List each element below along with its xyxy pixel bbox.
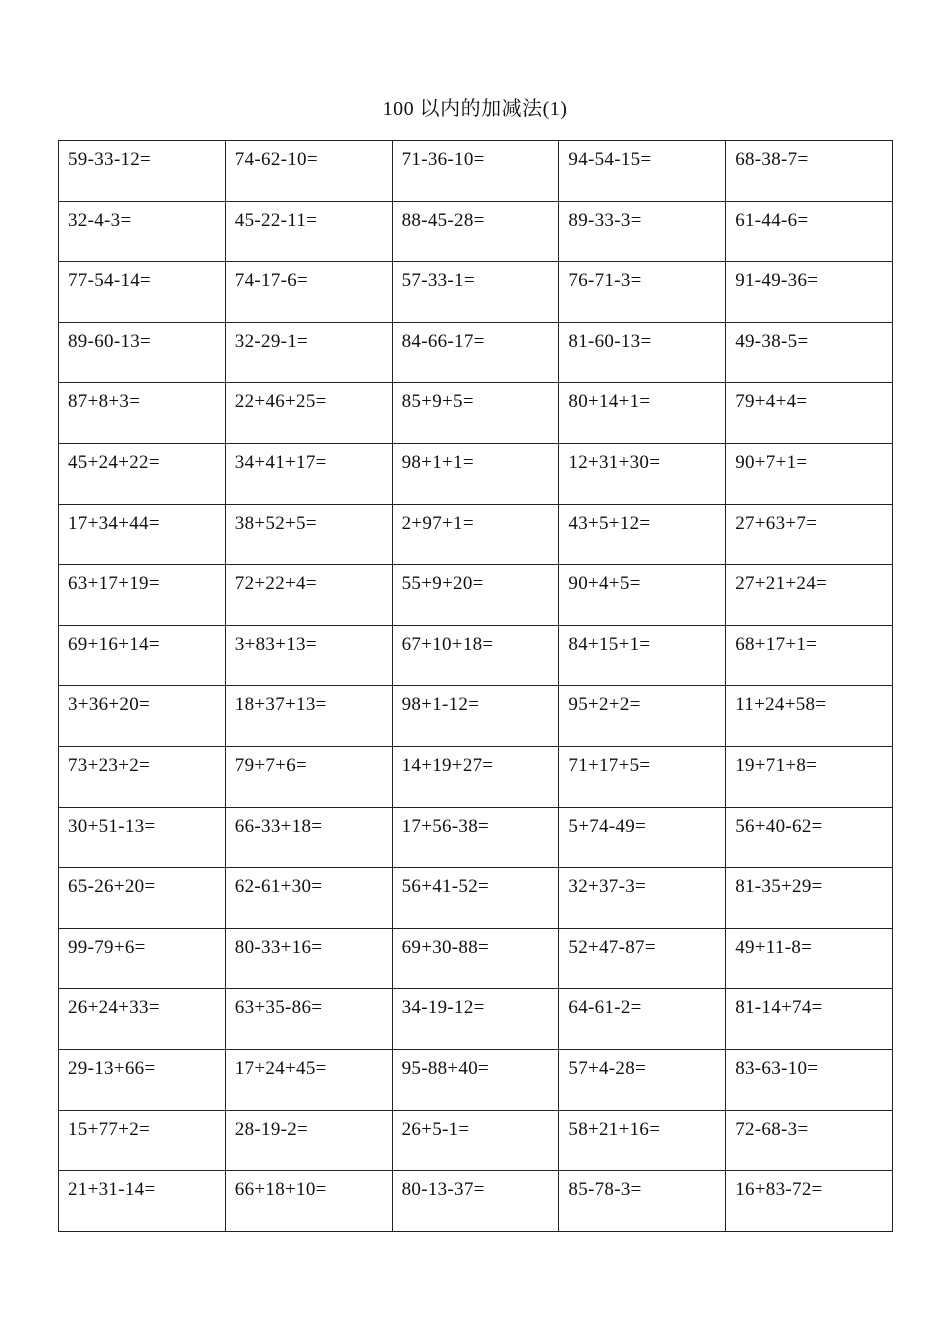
problem-cell: [225, 625, 392, 686]
problem-text: 66-33+18=: [234, 815, 323, 837]
problem-text: 79+4+4=: [735, 391, 808, 413]
problem-cell: [559, 928, 726, 989]
problem-text: 67+10+18=: [401, 633, 494, 655]
problem-cell: [726, 868, 893, 929]
problem-cell: [559, 807, 726, 868]
problem-cell: [726, 383, 893, 444]
table-row: [59, 989, 893, 1050]
problem-text: 89-60-13=: [68, 330, 152, 352]
problem-cell: [225, 565, 392, 626]
problem-cell: [225, 141, 392, 202]
problem-cell: [225, 1049, 392, 1110]
problem-cell: [392, 686, 559, 747]
problem-text: 85+9+5=: [401, 391, 474, 413]
problem-text: 91-49-36=: [735, 270, 819, 292]
problem-cell: [225, 686, 392, 747]
problem-text: 17+34+44=: [68, 512, 160, 534]
problem-text: 22+46+25=: [234, 391, 327, 413]
problem-cell: [559, 443, 726, 504]
problem-cell: [59, 686, 226, 747]
problem-cell: [726, 1171, 893, 1232]
table-row: [59, 746, 893, 807]
problem-cell: [59, 1049, 226, 1110]
problem-text: 76-71-3=: [568, 270, 642, 292]
table-row: [59, 625, 893, 686]
problem-cell: [225, 262, 392, 323]
problem-cell: [559, 565, 726, 626]
problem-cell: [59, 322, 226, 383]
table-row: [59, 928, 893, 989]
problem-text: 26+24+33=: [68, 997, 160, 1019]
problem-cell: [726, 201, 893, 262]
table-row: [59, 201, 893, 262]
problem-cell: [59, 1110, 226, 1171]
problem-text: 45-22-11=: [234, 209, 318, 231]
problem-cell: [59, 1171, 226, 1232]
problem-cell: [392, 807, 559, 868]
problem-text: 59-33-12=: [68, 149, 152, 170]
table-row: [59, 868, 893, 929]
problem-text: 55+9+20=: [401, 573, 484, 595]
problem-text: 17+56-38=: [401, 815, 490, 837]
problem-text: 77-54-14=: [68, 270, 152, 292]
problem-text: 80-33+16=: [234, 936, 323, 958]
problem-text: 81-60-13=: [568, 330, 652, 352]
problem-cell: [225, 504, 392, 565]
problem-cell: [559, 141, 726, 202]
problem-cell: [559, 504, 726, 565]
problem-cell: [225, 928, 392, 989]
problem-cell: [392, 383, 559, 444]
problem-text: 32-29-1=: [234, 330, 309, 352]
problem-text: 98+1+1=: [401, 451, 474, 473]
problem-cell: [392, 322, 559, 383]
problem-text: 56+41-52=: [401, 876, 490, 898]
table-row: [59, 1110, 893, 1171]
problem-text: 57+4-28=: [568, 1057, 647, 1079]
problem-cell: [559, 262, 726, 323]
problem-text: 68-38-7=: [735, 149, 809, 170]
problem-text: 34-19-12=: [401, 997, 485, 1019]
problem-text: 74-17-6=: [234, 270, 309, 292]
table-row: [59, 565, 893, 626]
table-row: [59, 383, 893, 444]
problem-text: 45+24+22=: [68, 451, 160, 473]
problem-cell: [726, 565, 893, 626]
problem-cell: [225, 868, 392, 929]
problem-cell: [392, 625, 559, 686]
problem-cell: [726, 686, 893, 747]
problem-text: 15+77+2=: [68, 1118, 151, 1140]
problem-text: 28-19-2=: [234, 1118, 309, 1140]
problem-cell: [559, 1049, 726, 1110]
problem-text: 11+24+58=: [735, 694, 827, 716]
problem-cell: [392, 262, 559, 323]
problem-text: 57-33-1=: [401, 270, 475, 292]
problem-cell: [225, 807, 392, 868]
problem-text: 90+4+5=: [568, 573, 641, 595]
problem-text: 17+24+45=: [234, 1057, 327, 1079]
problem-cell: [726, 443, 893, 504]
problem-cell: [559, 686, 726, 747]
problem-text: 69+16+14=: [68, 633, 160, 655]
problem-text: 88-45-28=: [401, 209, 485, 231]
table-row: [59, 807, 893, 868]
problem-cell: [392, 989, 559, 1050]
problem-text: 5+74-49=: [568, 815, 647, 837]
problem-text: 56+40-62=: [735, 815, 823, 837]
problem-cell: [726, 262, 893, 323]
problem-cell: [392, 1110, 559, 1171]
problem-text: 18+37+13=: [234, 694, 327, 716]
problem-cell: [59, 443, 226, 504]
table-row: [59, 322, 893, 383]
problem-text: 98+1-12=: [401, 694, 480, 716]
problem-text: 32+37-3=: [568, 876, 647, 898]
table-row: [59, 141, 893, 202]
problem-text: 79+7+6=: [234, 754, 308, 776]
problem-cell: [726, 989, 893, 1050]
problem-cell: [225, 383, 392, 444]
problem-cell: [225, 443, 392, 504]
problem-text: 49-38-5=: [735, 330, 809, 352]
problem-cell: [726, 322, 893, 383]
problem-text: 26+5-1=: [401, 1118, 470, 1140]
problem-cell: [59, 504, 226, 565]
problem-text: 30+51-13=: [68, 815, 156, 837]
problem-cell: [559, 625, 726, 686]
problem-text: 63+35-86=: [234, 997, 323, 1019]
problem-cell: [225, 989, 392, 1050]
problem-cell: [225, 1171, 392, 1232]
problem-cell: [392, 443, 559, 504]
problem-cell: [559, 1110, 726, 1171]
problem-cell: [559, 201, 726, 262]
table-row: [59, 1171, 893, 1232]
problem-cell: [225, 201, 392, 262]
problem-text: 71+17+5=: [568, 754, 651, 776]
problem-cell: [59, 868, 226, 929]
problem-cell: [559, 383, 726, 444]
problem-cell: [559, 1171, 726, 1232]
problem-text: 16+83-72=: [735, 1179, 823, 1201]
table-row: [59, 443, 893, 504]
problem-cell: [726, 504, 893, 565]
problem-text: 14+19+27=: [401, 754, 494, 776]
problem-cell: [726, 807, 893, 868]
problem-text: 27+63+7=: [735, 512, 818, 534]
problem-cell: [559, 868, 726, 929]
problem-text: 61-44-6=: [735, 209, 809, 231]
problem-text: 90+7+1=: [735, 451, 808, 473]
problem-text: 64-61-2=: [568, 997, 642, 1019]
table-row: [59, 686, 893, 747]
problem-text: 29-13+66=: [68, 1057, 156, 1079]
problem-text: 72+22+4=: [234, 573, 317, 595]
problem-text: 68+17+1=: [735, 633, 818, 655]
problem-cell: [225, 1110, 392, 1171]
problem-text: 65-26+20=: [68, 876, 156, 898]
problem-cell: [392, 868, 559, 929]
table-row: [59, 1049, 893, 1110]
problem-text: 27+21+24=: [735, 573, 828, 595]
problem-text: 71-36-10=: [401, 149, 485, 170]
problem-cell: [392, 1171, 559, 1232]
problem-cell: [59, 383, 226, 444]
problem-cell: [392, 565, 559, 626]
problem-cell: [559, 746, 726, 807]
problem-text: 81-35+29=: [735, 876, 823, 898]
problem-cell: [225, 746, 392, 807]
problem-text: 63+17+19=: [68, 573, 160, 595]
problem-text: 84-66-17=: [401, 330, 485, 352]
problem-cell: [726, 625, 893, 686]
problem-cell: [59, 201, 226, 262]
problem-text: 73+23+2=: [68, 754, 151, 776]
table-row: [59, 262, 893, 323]
problem-text: 74-62-10=: [234, 149, 318, 170]
problem-cell: [392, 504, 559, 565]
problem-text: 80+14+1=: [568, 391, 651, 413]
problem-text: 58+21+16=: [568, 1118, 661, 1140]
problem-text: 81-14+74=: [735, 997, 823, 1019]
problem-cell: [392, 746, 559, 807]
problem-text: 69+30-88=: [401, 936, 490, 958]
problem-text: 19+71+8=: [735, 754, 818, 776]
exercise-table: [58, 140, 893, 1232]
problem-text: 72-68-3=: [735, 1118, 809, 1140]
problem-cell: [59, 989, 226, 1050]
problem-text: 34+41+17=: [234, 451, 327, 473]
problem-text: 49+11-8=: [735, 936, 813, 958]
problem-cell: [392, 1049, 559, 1110]
problem-text: 99-79+6=: [68, 936, 146, 958]
problem-text: 95-88+40=: [401, 1057, 490, 1079]
problem-text: 85-78-3=: [568, 1179, 642, 1201]
problem-text: 43+5+12=: [568, 512, 651, 534]
problem-cell: [726, 746, 893, 807]
problem-cell: [559, 989, 726, 1050]
problem-text: 3+36+20=: [68, 694, 151, 716]
table-row: [59, 504, 893, 565]
problem-cell: [59, 565, 226, 626]
problem-cell: [726, 928, 893, 989]
problem-text: 32-4-3=: [68, 209, 132, 231]
problem-cell: [59, 807, 226, 868]
problem-text: 3+83+13=: [234, 633, 317, 655]
problem-cell: [225, 322, 392, 383]
problem-text: 21+31-14=: [68, 1179, 156, 1201]
problem-cell: [59, 625, 226, 686]
problem-text: 94-54-15=: [568, 149, 652, 170]
problem-text: 62-61+30=: [234, 876, 323, 898]
problem-cell: [392, 928, 559, 989]
problem-cell: [59, 262, 226, 323]
problem-text: 80-13-37=: [401, 1179, 485, 1201]
problem-cell: [726, 141, 893, 202]
problem-cell: [392, 201, 559, 262]
problem-cell: [392, 141, 559, 202]
problem-text: 83-63-10=: [735, 1057, 819, 1079]
problem-cell: [726, 1110, 893, 1171]
problem-cell: [559, 322, 726, 383]
problem-cell: [59, 746, 226, 807]
problem-cell: [726, 1049, 893, 1110]
problem-text: 84+15+1=: [568, 633, 651, 655]
exercise-table-body: [59, 141, 893, 1232]
problem-cell: [59, 141, 226, 202]
problem-text: 52+47-87=: [568, 936, 656, 958]
problem-text: 87+8+3=: [68, 391, 141, 413]
problem-text: 38+52+5=: [234, 512, 317, 534]
problem-text: 12+31+30=: [568, 451, 661, 473]
problem-cell: [59, 928, 226, 989]
problem-text: 66+18+10=: [234, 1179, 327, 1201]
problem-text: 95+2+2=: [568, 694, 641, 716]
page-title: 100 以内的加减法(1): [382, 98, 568, 120]
problem-text: 2+97+1=: [401, 512, 474, 534]
problem-text: 89-33-3=: [568, 209, 642, 231]
